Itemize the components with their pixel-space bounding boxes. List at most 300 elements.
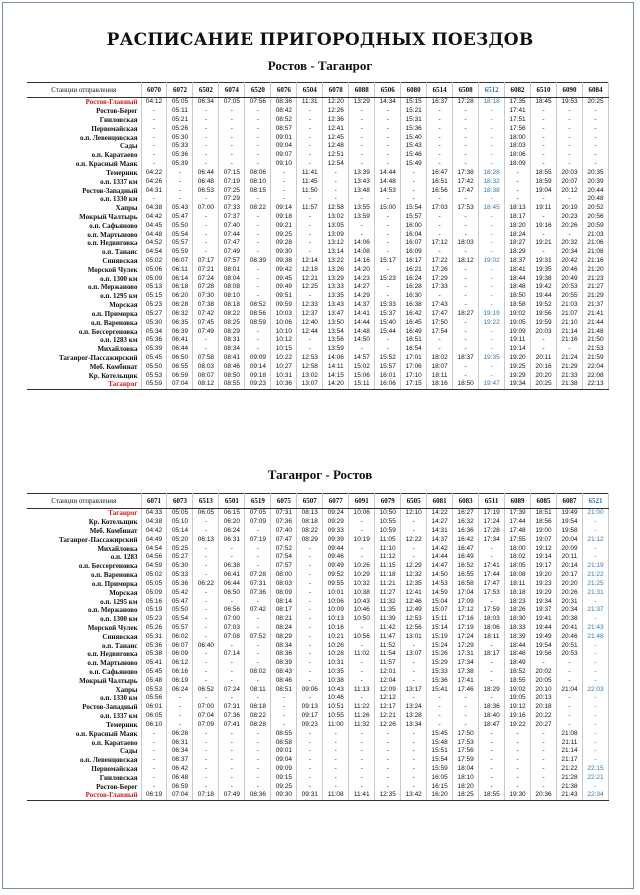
- departure-time: -: [193, 782, 219, 791]
- station-name: о.п. 1337 км: [27, 177, 141, 186]
- departure-time: 09:07: [271, 151, 297, 160]
- departure-time: -: [245, 527, 271, 536]
- station-row: [27, 747, 609, 756]
- departure-time: 21:00: [582, 509, 608, 518]
- departure-time: 12:12: [375, 694, 401, 703]
- departure-time: 14:48: [375, 177, 401, 186]
- departure-time: 16:28: [401, 283, 427, 292]
- departure-time: -: [219, 124, 245, 133]
- departure-time: 06:14: [167, 274, 193, 283]
- departure-time: 08:29: [271, 632, 297, 641]
- departure-time: -: [167, 694, 193, 703]
- departure-time: 19:12: [505, 703, 531, 712]
- departure-time: 14:20: [349, 265, 375, 274]
- departure-time: 19:20: [531, 571, 557, 580]
- departure-time: 07:36: [245, 588, 271, 597]
- departure-time: -: [245, 553, 271, 562]
- departure-time: -: [245, 221, 271, 230]
- departure-time: 15:37: [375, 310, 401, 319]
- departure-time: -: [193, 694, 219, 703]
- departure-time: -: [323, 729, 349, 738]
- departure-time: -: [557, 133, 583, 142]
- train-number: 6090: [557, 83, 583, 98]
- departure-time: 05:47: [167, 213, 193, 222]
- departure-time: -: [141, 133, 167, 142]
- departure-time: 14:48: [349, 327, 375, 336]
- departure-time: -: [479, 729, 505, 738]
- departure-time: 18:03: [505, 142, 531, 151]
- departure-time: 20:53: [557, 650, 583, 659]
- station-row: [27, 186, 609, 195]
- station-row: [27, 685, 609, 694]
- departure-time: 05:36: [167, 151, 193, 160]
- departure-time: -: [375, 133, 401, 142]
- departure-time: 08:06: [245, 169, 271, 178]
- departure-time: 08:10: [245, 177, 271, 186]
- station-row: [27, 712, 609, 721]
- departure-time: -: [297, 553, 323, 562]
- departure-time: 07:56: [245, 98, 271, 107]
- departure-time: -: [479, 283, 505, 292]
- departure-time: 07:00: [219, 615, 245, 624]
- departure-time: 08:08: [219, 283, 245, 292]
- departure-time: -: [193, 668, 219, 677]
- departure-time: -: [193, 239, 219, 248]
- departure-time: 17:53: [479, 588, 505, 597]
- departure-time: -: [505, 195, 531, 204]
- departure-time: 21:08: [557, 729, 583, 738]
- departure-time: 10:56: [349, 632, 375, 641]
- departure-time: 13:24: [401, 703, 427, 712]
- train-number: 6078: [323, 83, 349, 98]
- departure-time: 10:50: [349, 615, 375, 624]
- departure-time: 21:19: [582, 562, 608, 571]
- departure-time: 08:36: [271, 650, 297, 659]
- departure-time: 17:44: [505, 518, 531, 527]
- station-row: [27, 310, 609, 319]
- departure-time: 11:57: [375, 659, 401, 668]
- departure-time: 20:11: [531, 354, 557, 363]
- departure-time: 18:16: [427, 380, 453, 389]
- departure-time: 10:38: [349, 588, 375, 597]
- departure-time: -: [323, 186, 349, 195]
- departure-time: -: [323, 738, 349, 747]
- departure-time: -: [193, 345, 219, 354]
- departure-time: 18:37: [453, 354, 479, 363]
- station-row: [27, 124, 609, 133]
- departure-time: 18:18: [479, 98, 505, 107]
- departure-time: -: [531, 107, 557, 116]
- station-name: о.п. Бессергеновка: [27, 327, 141, 336]
- departure-time: 07:40: [271, 527, 297, 536]
- departure-time: 16:36: [453, 527, 479, 536]
- departure-time: 08:12: [193, 380, 219, 389]
- train-number: 6520: [245, 83, 271, 98]
- departure-time: -: [297, 195, 323, 204]
- departure-time: -: [349, 553, 375, 562]
- departure-time: -: [531, 195, 557, 204]
- departure-time: 17:59: [479, 606, 505, 615]
- departure-time: -: [479, 195, 505, 204]
- departure-time: 13:02: [297, 371, 323, 380]
- departure-time: 14:44: [427, 553, 453, 562]
- departure-time: 21:53: [582, 345, 608, 354]
- train-number: 6504: [297, 83, 323, 98]
- departure-time: 08:09: [271, 588, 297, 597]
- departure-time: 21:23: [582, 274, 608, 283]
- station-name: Ростов-Западный: [27, 186, 141, 195]
- departure-time: 19:49: [557, 509, 583, 518]
- train-number: 6071: [141, 494, 167, 509]
- departure-time: 16:27: [453, 509, 479, 518]
- departure-time: 11:57: [297, 204, 323, 213]
- departure-time: 20:04: [557, 535, 583, 544]
- departure-time: 10:43: [323, 685, 349, 694]
- departure-time: 22:04: [582, 362, 608, 371]
- departure-time: -: [479, 160, 505, 169]
- departure-time: 09:23: [297, 721, 323, 730]
- station-name: о.п. 1283 км: [27, 336, 141, 345]
- departure-time: 21:43: [582, 624, 608, 633]
- departure-time: -: [401, 773, 427, 782]
- departure-time: -: [141, 151, 167, 160]
- departure-time: -: [479, 124, 505, 133]
- departure-time: 19:23: [531, 580, 557, 589]
- departure-time: -: [479, 756, 505, 765]
- departure-time: -: [297, 659, 323, 668]
- departure-time: 19:56: [531, 650, 557, 659]
- train-number: 6510: [531, 83, 557, 98]
- departure-time: 05:50: [167, 606, 193, 615]
- departure-time: 08:22: [245, 712, 271, 721]
- departure-time: 15:49: [401, 160, 427, 169]
- departure-time: -: [582, 712, 608, 721]
- departure-time: -: [557, 230, 583, 239]
- departure-time: 11:35: [375, 606, 401, 615]
- departure-time: 04:54: [141, 248, 167, 257]
- station-row: [27, 571, 609, 580]
- departure-time: 09:31: [297, 791, 323, 800]
- departure-time: -: [323, 169, 349, 178]
- departure-time: 13:01: [401, 632, 427, 641]
- departure-time: 20:56: [582, 213, 608, 222]
- departure-time: -: [245, 151, 271, 160]
- station-name: Гниловская: [27, 116, 141, 125]
- departure-time: 10:50: [375, 509, 401, 518]
- departure-time: -: [219, 641, 245, 650]
- departure-time: -: [582, 703, 608, 712]
- departure-time: -: [323, 195, 349, 204]
- departure-time: 06:13: [193, 535, 219, 544]
- departure-time: -: [323, 177, 349, 186]
- departure-time: -: [401, 738, 427, 747]
- departure-time: 15:40: [401, 133, 427, 142]
- departure-time: -: [349, 221, 375, 230]
- departure-time: 05:39: [167, 160, 193, 169]
- departure-time: -: [453, 142, 479, 151]
- departure-time: -: [349, 133, 375, 142]
- departure-time: -: [582, 597, 608, 606]
- departure-time: 16:05: [427, 773, 453, 782]
- departure-time: 06:40: [193, 641, 219, 650]
- departure-time: -: [219, 729, 245, 738]
- departure-time: 15:02: [349, 362, 375, 371]
- departure-time: -: [297, 782, 323, 791]
- departure-time: 20:53: [557, 283, 583, 292]
- departure-time: -: [193, 124, 219, 133]
- station-row: [27, 703, 609, 712]
- departure-time: -: [401, 177, 427, 186]
- departure-time: 19:56: [531, 310, 557, 319]
- departure-time: 06:48: [193, 177, 219, 186]
- page-title: РАСПИСАНИЕ ПРИГОРОДНЫХ ПОЕЗДОВ: [106, 30, 534, 50]
- departure-time: 12:48: [323, 142, 349, 151]
- departure-time: 19:02: [505, 685, 531, 694]
- departure-time: 05:26: [141, 624, 167, 633]
- departure-time: 20:26: [557, 588, 583, 597]
- departure-time: 15:44: [375, 327, 401, 336]
- departure-time: 19:58: [557, 527, 583, 536]
- departure-time: 16:56: [427, 186, 453, 195]
- departure-time: 20:49: [557, 274, 583, 283]
- departure-time: 18:25: [453, 791, 479, 800]
- departure-time: -: [479, 336, 505, 345]
- departure-time: 13:59: [349, 213, 375, 222]
- departure-time: -: [505, 186, 531, 195]
- departure-time: -: [401, 756, 427, 765]
- departure-time: 07:17: [193, 257, 219, 266]
- station-name: Ростов-Берег: [27, 107, 141, 116]
- departure-time: 19:38: [531, 274, 557, 283]
- departure-time: 05:54: [167, 230, 193, 239]
- departure-time: 15:54: [427, 756, 453, 765]
- departure-time: 22:34: [582, 791, 608, 800]
- departure-time: 16:52: [453, 562, 479, 571]
- departure-time: -: [479, 765, 505, 774]
- departure-time: -: [323, 782, 349, 791]
- departure-time: -: [219, 773, 245, 782]
- departure-time: 07:09: [193, 721, 219, 730]
- departure-time: -: [193, 729, 219, 738]
- train-number: 6087: [557, 494, 583, 509]
- departure-time: 21:07: [557, 310, 583, 319]
- departure-time: 19:14: [531, 553, 557, 562]
- station-name: Хапры: [27, 685, 141, 694]
- departure-time: -: [219, 553, 245, 562]
- departure-time: -: [582, 553, 608, 562]
- departure-time: 13:33: [323, 283, 349, 292]
- departure-time: 11:54: [375, 650, 401, 659]
- departure-time: -: [479, 116, 505, 125]
- departure-time: 17:53: [453, 738, 479, 747]
- departure-time: -: [401, 186, 427, 195]
- departure-time: 15:46: [401, 151, 427, 160]
- departure-time: 12:10: [401, 509, 427, 518]
- departure-time: 12:21: [297, 274, 323, 283]
- departure-time: 06:12: [167, 659, 193, 668]
- departure-time: 08:46: [219, 362, 245, 371]
- departure-time: -: [219, 151, 245, 160]
- departure-time: 04:45: [141, 221, 167, 230]
- departure-time: 18:27: [505, 239, 531, 248]
- departure-time: -: [297, 597, 323, 606]
- departure-time: -: [479, 133, 505, 142]
- station-name: Меб. Комбинат: [27, 362, 141, 371]
- departure-time: -: [401, 676, 427, 685]
- departure-time: 06:41: [167, 336, 193, 345]
- station-name: Сады: [27, 142, 141, 151]
- station-name: о.п. Левенцовская: [27, 133, 141, 142]
- departure-time: 06:01: [141, 703, 167, 712]
- departure-time: 08:31: [219, 336, 245, 345]
- departure-time: 19:41: [531, 615, 557, 624]
- departure-time: 22:08: [582, 371, 608, 380]
- departure-time: -: [375, 230, 401, 239]
- departure-time: 17:55: [505, 535, 531, 544]
- departure-time: -: [479, 327, 505, 336]
- departure-time: -: [557, 124, 583, 133]
- departure-time: 07:40: [219, 221, 245, 230]
- departure-time: 17:15: [401, 380, 427, 389]
- departure-time: 20:20: [531, 371, 557, 380]
- departure-time: 20:51: [557, 641, 583, 650]
- departure-time: 09:14: [245, 362, 271, 371]
- departure-time: 18:11: [505, 580, 531, 589]
- departure-time: 10:13: [323, 615, 349, 624]
- station-row: [27, 641, 609, 650]
- departure-time: 17:53: [453, 204, 479, 213]
- station-row: [27, 738, 609, 747]
- departure-time: -: [219, 142, 245, 151]
- train-number: 6501: [219, 494, 245, 509]
- departure-time: -: [219, 133, 245, 142]
- departure-time: -: [531, 345, 557, 354]
- departure-time: -: [245, 765, 271, 774]
- departure-time: 08:56: [245, 310, 271, 319]
- departure-time: 18:45: [479, 204, 505, 213]
- departure-time: 08:28: [245, 721, 271, 730]
- station-row: [27, 580, 609, 589]
- departure-time: 13:50: [323, 318, 349, 327]
- departure-time: -: [219, 659, 245, 668]
- departure-time: 18:44: [505, 274, 531, 283]
- departure-time: 05:53: [141, 685, 167, 694]
- departure-time: 09:13: [297, 703, 323, 712]
- departure-time: -: [582, 668, 608, 677]
- departure-time: 05:09: [141, 274, 167, 283]
- departure-time: 04:42: [141, 213, 167, 222]
- departure-time: -: [245, 124, 271, 133]
- departure-time: 08:22: [297, 527, 323, 536]
- departure-time: 10:06: [349, 509, 375, 518]
- departure-time: -: [167, 177, 193, 186]
- train-number: 6507: [297, 494, 323, 509]
- station-row: [27, 230, 609, 239]
- departure-time: -: [531, 659, 557, 668]
- departure-time: -: [453, 371, 479, 380]
- departure-time: -: [245, 142, 271, 151]
- departure-time: 19:44: [531, 292, 557, 301]
- departure-time: -: [245, 782, 271, 791]
- departure-time: 21:20: [582, 265, 608, 274]
- departure-time: 17:38: [453, 169, 479, 178]
- station-name: Таганрог-Пассажирский: [27, 354, 141, 363]
- departure-time: -: [453, 230, 479, 239]
- departure-time: 06:07: [167, 257, 193, 266]
- departure-time: 14:16: [349, 257, 375, 266]
- departure-time: 18:23: [505, 597, 531, 606]
- departure-time: -: [193, 213, 219, 222]
- departure-time: 08:52: [271, 116, 297, 125]
- departure-time: 18:18: [505, 588, 531, 597]
- departure-time: -: [141, 738, 167, 747]
- departure-time: 15:48: [427, 738, 453, 747]
- station-name: Михайловка: [27, 544, 141, 553]
- departure-time: 07:49: [219, 791, 245, 800]
- departure-time: 17:24: [479, 518, 505, 527]
- departure-time: 12:17: [375, 703, 401, 712]
- station-name: Таганрог-Пассажирский: [27, 535, 141, 544]
- departure-time: -: [245, 562, 271, 571]
- departure-time: 21:29: [557, 362, 583, 371]
- departure-time: 07:28: [245, 571, 271, 580]
- departure-time: 08:51: [271, 685, 297, 694]
- departure-time: 12:40: [297, 318, 323, 327]
- departure-time: 17:47: [479, 580, 505, 589]
- departure-time: 18:48: [505, 283, 531, 292]
- departure-time: 17:26: [427, 265, 453, 274]
- departure-time: 15:15: [401, 98, 427, 107]
- departure-time: 13:17: [401, 685, 427, 694]
- departure-time: 06:56: [219, 606, 245, 615]
- departure-time: -: [557, 694, 583, 703]
- departure-time: 04:52: [141, 239, 167, 248]
- departure-time: 15:29: [427, 659, 453, 668]
- departure-time: -: [141, 756, 167, 765]
- departure-time: 15:00: [375, 204, 401, 213]
- departure-time: 10:59: [375, 527, 401, 536]
- departure-time: 17:42: [453, 177, 479, 186]
- departure-time: 09:25: [271, 230, 297, 239]
- departure-time: 06:38: [219, 562, 245, 571]
- departure-time: 18:37: [505, 257, 531, 266]
- departure-time: -: [582, 782, 608, 791]
- departure-time: 12:18: [297, 265, 323, 274]
- departure-time: 06:16: [167, 668, 193, 677]
- departure-time: -: [531, 133, 557, 142]
- train-number: 6077: [323, 494, 349, 509]
- departure-time: 17:35: [505, 98, 531, 107]
- station-name: Морская: [27, 301, 141, 310]
- departure-time: -: [271, 721, 297, 730]
- departure-time: 10:12: [271, 336, 297, 345]
- departure-time: 07:05: [219, 98, 245, 107]
- station-name: Сады: [27, 747, 141, 756]
- station-row: [27, 624, 609, 633]
- departure-time: 09:06: [297, 685, 323, 694]
- departure-time: 08:14: [271, 597, 297, 606]
- station-name: Синявская: [27, 257, 141, 266]
- departure-time: -: [297, 694, 323, 703]
- departure-time: 14:23: [349, 274, 375, 283]
- departure-time: 14:06: [349, 239, 375, 248]
- departure-time: 13:29: [323, 274, 349, 283]
- departure-time: -: [141, 773, 167, 782]
- departure-time: -: [193, 738, 219, 747]
- departure-time: -: [297, 292, 323, 301]
- departure-time: 07:24: [219, 685, 245, 694]
- departure-time: 20:41: [557, 624, 583, 633]
